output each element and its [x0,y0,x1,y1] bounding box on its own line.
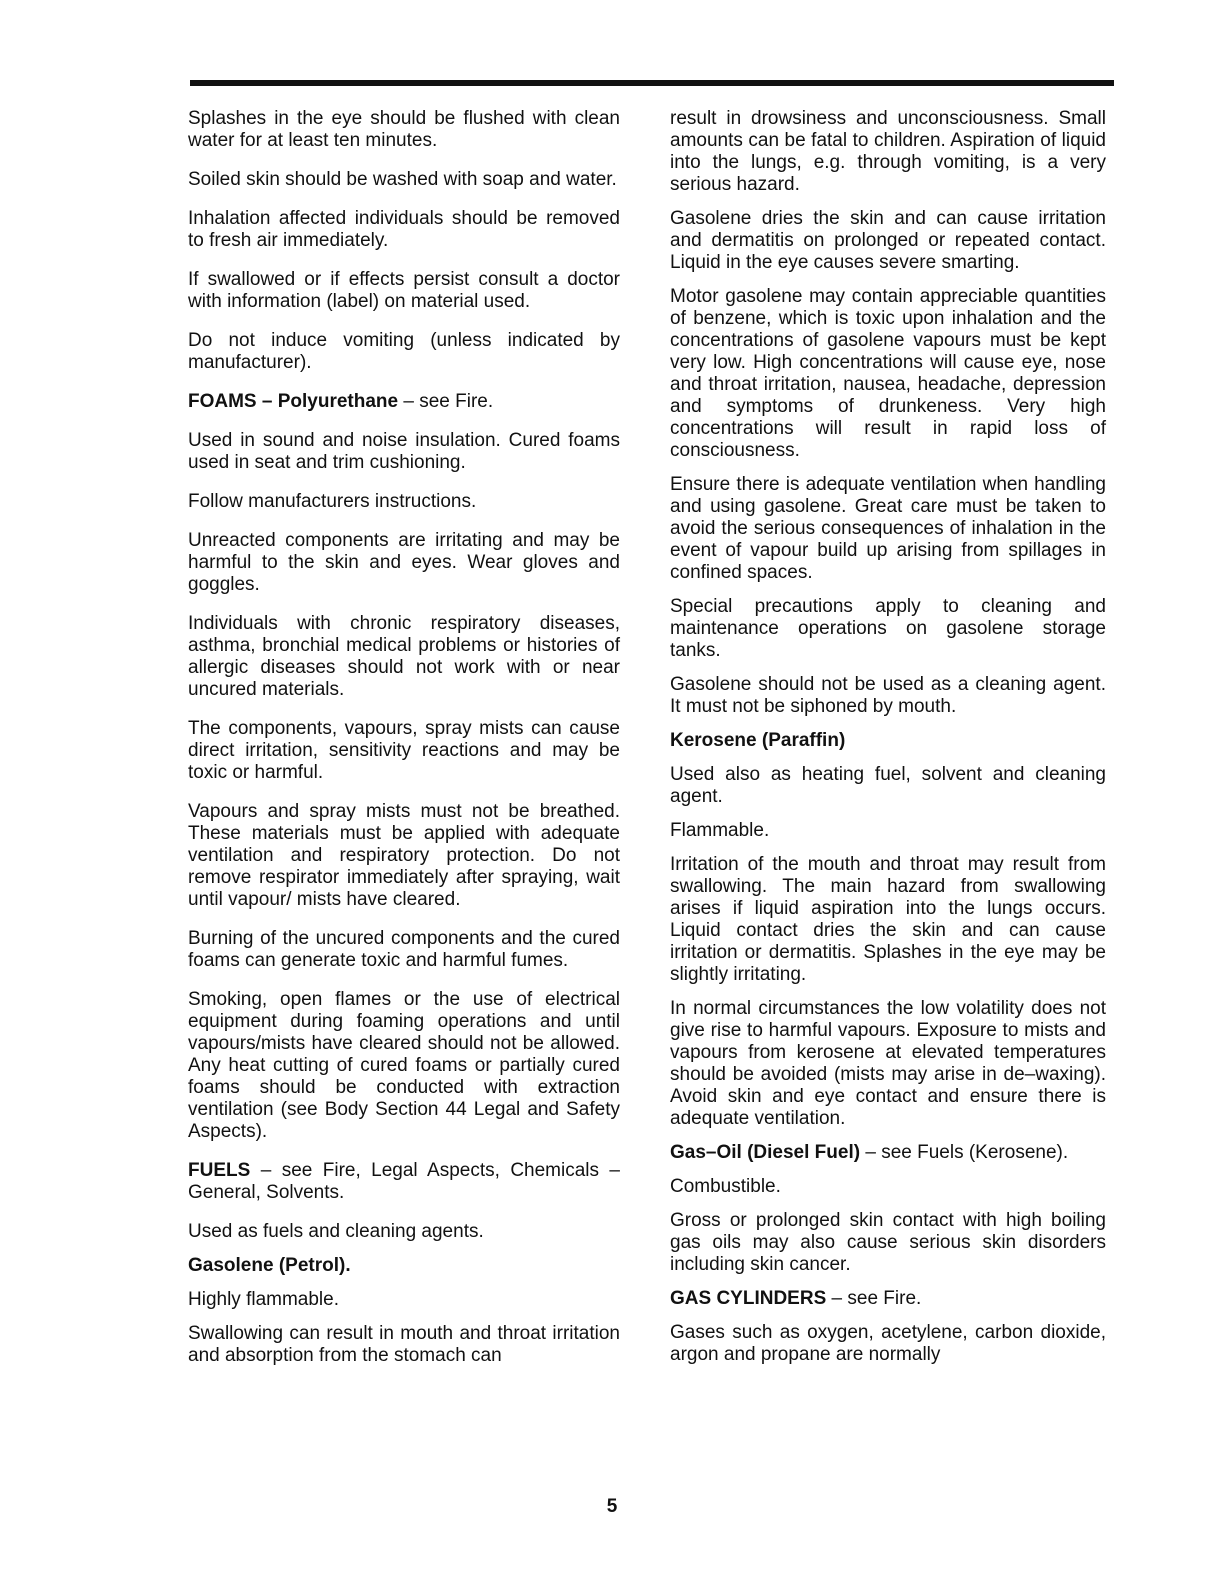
foams-heading-title: FOAMS – Polyurethane [188,391,399,412]
page-number: 5 [606,1496,618,1517]
gasolene-heading: Gasolene (Petrol). [188,1255,351,1276]
paragraph: Inhalation affected individuals should be removed to fresh air immediately. [188,208,620,251]
paragraph: Irritation of the mouth and throat may result from swallowing. The main hazard from swallowing arises if liquid aspiration into the lungs occurs. Liquid contact dries the skin and can cause irritation or dermatitis. Splashes in the eye may be slightly irritating. [670,854,1106,985]
cylinders-heading-title: GAS CYLINDERS [670,1288,827,1309]
gasoil-heading [670,1142,1106,1164]
paragraph: Vapours and spray mists must not be breathed. These materials must be applied with adequate ventilation and respiratory protection. Do not remove respirator immediately after spraying, wait until vapour/ mists have cleared. [188,801,620,910]
left-column [188,108,620,1384]
gasoil-heading-ref: – see Fuels (Kerosene). [860,1142,1069,1163]
paragraph: Used also as heating fuel, solvent and cleaning agent. [670,764,1106,807]
paragraph: result in drowsiness and unconsciousness. Small amounts can be fatal to children. Aspiration of liquid into the lungs, e.g. through vomiting, is a very serious hazard. [670,108,1106,195]
paragraph: In normal circumstances the low volatility does not give rise to harmful vapours. Exposure to mists and vapours from kerosene at elevated temperatures should be avoided (mists may arise in de–waxing). Avoid skin and eye contact and ensure there is adequate ventilation. [670,998,1106,1129]
paragraph: Soiled skin should be washed with soap and water. [188,169,617,190]
paragraph: Splashes in the eye should be flushed with clean water for at least ten minutes. [188,108,620,151]
fuels-heading-ref: – see Fire, Legal Aspects, Chemicals – General, Solvents. [188,1160,620,1203]
paragraph: Ensure there is adequate ventilation when handling and using gasolene. Great care must be taken to avoid the serious consequences of inhalation in the event of vapour build up arising from spillages in confined spaces. [670,474,1106,583]
paragraph: Burning of the uncured components and the cured foams can generate toxic and harmful fumes. [188,928,620,971]
paragraph: Individuals with chronic respiratory diseases, asthma, bronchial medical problems or histories of allergic diseases should not work with or near uncured materials. [188,613,620,700]
paragraph: Combustible. [670,1176,781,1197]
cylinders-heading-ref: – see Fire. [826,1288,922,1309]
kerosene-heading: Kerosene (Paraffin) [670,730,846,751]
paragraph: Motor gasolene may contain appreciable quantities of benzene, which is toxic upon inhalation and the concentrations of gasolene vapours must be kept very low. High concentrations will cause eye, nose and throat irritation, nausea, headache, depression and symptoms of drunkeness. Very high concentrations will result in rapid loss of consciousness. [670,286,1106,461]
paragraph: Gasolene dries the skin and can cause irritation and dermatitis on prolonged or repeated contact. Liquid in the eye causes severe smarting. [670,208,1106,273]
fuels-heading-title: FUELS [188,1160,251,1181]
paragraph: Follow manufacturers instructions. [188,491,477,512]
paragraph: Special precautions apply to cleaning and maintenance operations on gasolene storage tanks. [670,596,1106,661]
paragraph: Gross or prolonged skin contact with high boiling gas oils may also cause serious skin disorders including skin cancer. [670,1210,1106,1275]
gasoil-heading-title: Gas–Oil (Diesel Fuel) [670,1142,861,1163]
header-rule [190,80,1114,86]
cylinders-heading [670,1288,1106,1310]
paragraph: Smoking, open flames or the use of electrical equipment during foaming operations and until vapours/mists have cleared should not be allowed. Any heat cutting of cured foams or partially cured foams should be conducted with extraction ventilation (see Body Section 44 Legal and Safety Aspects). [188,989,620,1142]
paragraph: Gasolene should not be used as a cleaning agent. It must not be siphoned by mouth. [670,674,1106,717]
paragraph: Swallowing can result in mouth and throat irritation and absorption from the stomach can [188,1323,620,1366]
paragraph: Highly flammable. [188,1289,339,1310]
foams-heading [188,391,620,413]
paragraph: Unreacted components are irritating and may be harmful to the skin and eyes. Wear gloves and goggles. [188,530,620,595]
right-column [670,108,1106,1378]
fuels-heading [188,1160,620,1204]
foams-heading-ref: – see Fire. [398,391,494,412]
paragraph: Do not induce vomiting (unless indicated by manufacturer). [188,330,620,373]
paragraph: Used in sound and noise insulation. Cured foams used in seat and trim cushioning. [188,430,620,473]
paragraph: Gases such as oxygen, acetylene, carbon dioxide, argon and propane are normally [670,1322,1106,1365]
paragraph: The components, vapours, spray mists can cause direct irritation, sensitivity reactions and may be toxic or harmful. [188,718,620,783]
paragraph: Used as fuels and cleaning agents. [188,1221,484,1242]
paragraph: Flammable. [670,820,770,841]
paragraph: If swallowed or if effects persist consult a doctor with information (label) on material used. [188,269,620,312]
